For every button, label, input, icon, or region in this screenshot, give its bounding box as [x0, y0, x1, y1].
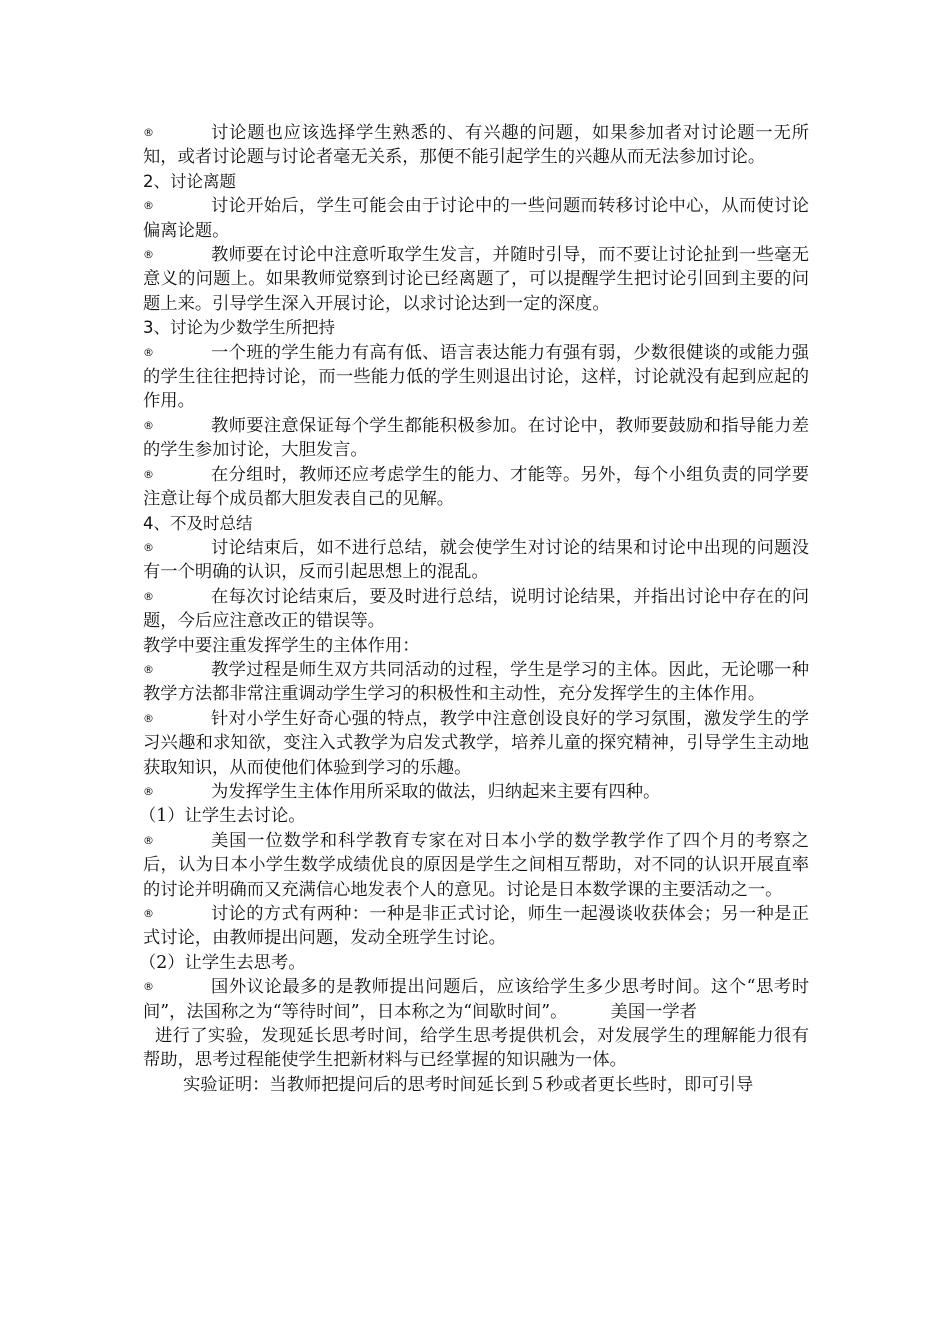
bullet-paragraph [143, 975, 809, 1024]
bullet-icon: ® [143, 784, 154, 798]
bullet-icon: ® [143, 662, 154, 676]
bullet-icon: ® [143, 248, 154, 262]
bullet-paragraph [143, 463, 809, 512]
paragraph-text: 在分组时，教师还应考虑学生的能力、才能等。另外，每个小组负责的同学要注意让每个成员都大胆发表自己的见解。 [143, 464, 809, 510]
bullet-paragraph [143, 121, 809, 170]
paragraph-text: 讨论题也应该选择学生熟悉的、有兴趣的问题，如果参加者对讨论题一无所知，或者讨论题与讨论者毫无关系，那便不能引起学生的兴趣从而无法参加讨论。 [143, 123, 809, 168]
bullet-paragraph [143, 902, 809, 951]
bullet-icon: ® [143, 467, 154, 481]
paragraph-text: 为发挥学生主体作用所采取的做法，归纳起来主要有四种。 [211, 781, 661, 802]
bullet-paragraph [143, 658, 809, 707]
section-heading [143, 512, 809, 536]
bullet-icon: ® [143, 833, 154, 847]
paragraph-text: 美国一位数学和科学教育专家在对日本小学的数学教学作了四个月的考察之后，认为日本小学生数学成绩优良的原因是学生之间相互帮助，对不同的认识开展直率的讨论并明确而又充满信心地发表个人的意见。讨论是日本数学课的主要活动之一。 [143, 830, 809, 900]
paragraph-text: 教学过程是师生双方共同活动的过程，学生是学习的主体。因此，无论哪一种教学方法都非常注重调动学生学习的积极性和主动性，充分发挥学生的主体作用。 [143, 659, 809, 705]
bullet-paragraph [143, 536, 809, 585]
paragraph-text: 实验证明：当教师把提问后的思考时间延长到５秒或者更长些时，即可引导 [183, 1074, 754, 1095]
bullet-icon: ® [143, 126, 154, 139]
paragraph [143, 1024, 809, 1073]
bullet-paragraph [143, 780, 809, 804]
bullet-icon: ® [143, 345, 154, 359]
paragraph-text: 在每次讨论结束后，要及时进行总结，说明讨论结果，并指出讨论中存在的问题，今后应注意改正的错误等。 [143, 586, 809, 632]
bullet-icon: ® [143, 589, 154, 603]
sub-heading [139, 804, 809, 828]
paragraph-text: 针对小学生好奇心强的特点，教学中注意创设良好的学习氛围，激发学生的学习兴趣和求知欲，变注入式教学为启发式教学，培养儿童的探究精神，引导学生主动地获取知识，从而使他们体验到学习的乐趣。 [143, 708, 809, 778]
bullet-paragraph [143, 194, 809, 243]
paragraph-text: （1）让学生去讨论。 [139, 806, 306, 827]
bullet-paragraph [143, 707, 809, 780]
paragraph [143, 634, 809, 658]
bullet-paragraph [143, 414, 809, 463]
bullet-paragraph [143, 585, 809, 634]
bullet-icon: ® [143, 907, 154, 920]
paragraph-text: （2）让学生去思考。 [139, 952, 306, 973]
paragraph-text: 国外议论最多的是教师提出问题后，应该给学生多少思考时间。这个“思考时间”，法国称之为“等待时间”，日本称之为“间歇时间”。 美国一学者 [143, 977, 809, 1022]
paragraph-text: 教学中要注重发挥学生的主体作用： [143, 635, 420, 656]
bullet-paragraph [143, 829, 809, 902]
paragraph-text: 教师要在讨论中注意听取学生发言，并随时引导，而不要让讨论扯到一些毫无意义的问题上。如果教师觉察到讨论已经离题了，可以提醒学生把讨论引回到主要的问题上来。引导学生深入开展讨论，以求讨论达到一定的深度。 [143, 245, 809, 314]
bullet-icon: ® [143, 980, 154, 994]
paragraph-text: 教师要注意保证每个学生都能积极参加。在讨论中，教师要鼓励和指导能力差的学生参加讨论，大胆发言。 [143, 415, 809, 461]
paragraph-text: 4、不及时总结 [143, 513, 253, 533]
paragraph-text: 讨论的方式有两种：一种是非正式讨论，师生一起漫谈收获体会；另一种是正式讨论，由教师提出问题，发动全班学生讨论。 [143, 904, 809, 949]
bullet-icon: ® [143, 418, 154, 432]
bullet-paragraph [143, 341, 809, 414]
section-heading [143, 316, 809, 340]
paragraph-text: 讨论开始后，学生可能会由于讨论中的一些问题而转移讨论中心，从而使讨论偏离论题。 [143, 196, 809, 241]
bullet-icon: ® [143, 540, 154, 554]
paragraph-text: 3、讨论为少数学生所把持 [143, 318, 335, 338]
paragraph [143, 1073, 809, 1097]
section-heading [143, 170, 809, 194]
paragraph-text: 一个班的学生能力有高有低、语言表达能力有强有弱，少数很健谈的或能力强的学生往往把持讨论，而一些能力低的学生则退出讨论，这样，讨论就没有起到应起的作用。 [143, 342, 809, 412]
sub-heading [139, 951, 809, 975]
paragraph-text: 讨论结束后，如不进行总结，就会使学生对讨论的结果和讨论中出现的问题没有一个明确的认识，反而引起思想上的混乱。 [143, 537, 809, 583]
bullet-icon: ® [143, 711, 154, 725]
paragraph-text: 进行了实验，发现延长思考时间，给学生思考提供机会，对发展学生的理解能力很有帮助，思考过程能使学生把新材料与已经掌握的知识融为一体。 [143, 1026, 809, 1071]
document-body [139, 121, 809, 1097]
bullet-paragraph [143, 243, 809, 316]
paragraph-text: 2、讨论离题 [143, 171, 236, 191]
bullet-icon: ® [143, 199, 154, 213]
